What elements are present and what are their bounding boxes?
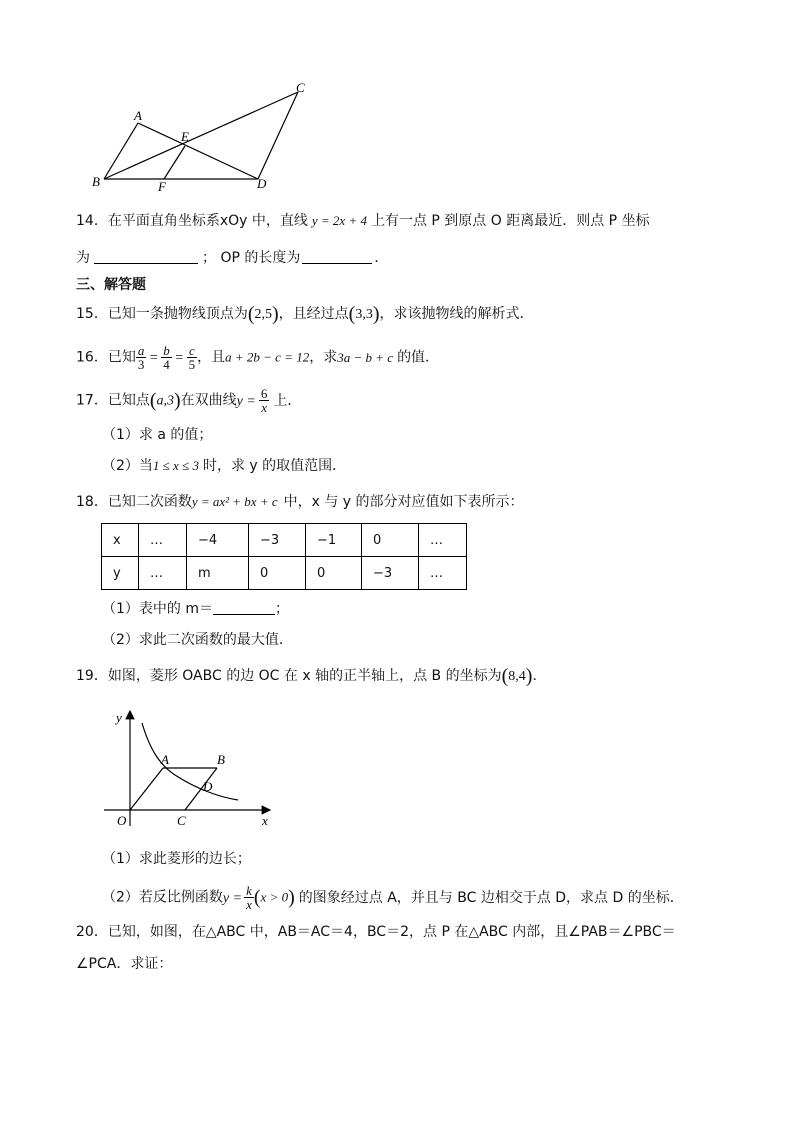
q14-text-1: 在平面直角坐标系xOy 中，直线	[107, 213, 308, 229]
q17-fraction: $\frac{6}{x}$	[260, 386, 268, 415]
q14-text-2: 上有一点 P 到原点 O 距离最近．则点 P 坐标	[370, 213, 650, 229]
question-16: 16．已知 $\frac{a}{3}$ = $\frac{b}{4}$ = $\frac{c}{5}$ ，且a + 2b − c = 12，求3a − b + c 的值．	[76, 343, 440, 372]
label-b: B	[92, 174, 100, 189]
q16-text-4: 的值．	[397, 349, 440, 366]
q15-text-3: ，求该抛物线的解析式．	[379, 306, 534, 322]
question-14-answer-line	[76, 248, 388, 268]
segment-oa	[130, 768, 163, 810]
q17-text-2: 在双曲线	[180, 392, 237, 409]
question-14	[76, 211, 650, 231]
table-cell: −4	[187, 524, 249, 557]
label-a: A	[134, 108, 142, 123]
q15-point-1: 2,5	[254, 307, 272, 322]
question-20	[76, 922, 676, 942]
q16-fraction-a: $\frac{a}{3}$	[137, 343, 145, 372]
q20-number: 20．	[76, 924, 108, 940]
table-cell: …	[139, 557, 187, 590]
q16-text-3: ，求	[309, 349, 338, 366]
q16-number: 16．	[76, 349, 108, 366]
q16-equation-1: a + 2b − c = 12	[225, 349, 310, 365]
q14-text-3: 为	[76, 250, 90, 266]
q15-number: 15．	[76, 306, 108, 322]
q17-range: 1 ≤ x ≤ 3	[152, 458, 199, 473]
question-15: 15．已知一条抛物线顶点为(2,5)，且经过点(3,3)，求该抛物线的解析式．	[76, 303, 534, 325]
axis-label-y: y	[116, 710, 122, 725]
q20-text-1: 已知，如图，在△ABC 中，AB＝AC＝4，BC＝2，点 P 在△ABC 内部，且∠PAB＝∠PBC＝	[107, 924, 676, 940]
q17-sub-2: （2）当1 ≤ x ≤ 3 时，求 y 的取值范围．	[102, 458, 347, 474]
section-title: 三、解答题	[76, 277, 146, 293]
q19-sub-2: （2）若反比例函数y = $\frac{k}{x}$ (x > 0) 的图象经过点 A，并且与 BC 边相交于点 D，求点 D 的坐标．	[102, 883, 684, 912]
table-cell: 0	[362, 524, 419, 557]
value-table	[101, 523, 467, 590]
table-cell: …	[419, 524, 467, 557]
q17-y: y =	[236, 393, 256, 409]
q16-fraction-b: $\frac{b}{4}$	[163, 343, 170, 372]
q19-number: 19．	[76, 668, 108, 684]
q14-text-5: ．	[374, 250, 389, 266]
q19-text-1: 如图，菱形 OABC 的边 OC 在 x 轴的正半轴上，点 B 的坐标为	[107, 668, 502, 684]
question-17: 17．已知点(a,3)在双曲线y = $\frac{6}{x}$ 上．	[76, 386, 302, 415]
label-o: O	[117, 813, 127, 828]
table-cell: y	[102, 557, 139, 590]
table-cell: …	[139, 524, 187, 557]
question-20-line-2: ∠PCA．求证：	[76, 956, 173, 972]
q18-text-1: 已知二次函数	[107, 494, 192, 510]
q19-text-2: ．	[532, 668, 547, 684]
q17-text-3: 上．	[273, 392, 302, 409]
q16-text-1: 已知	[107, 349, 136, 366]
segment-dc	[258, 92, 298, 179]
q17-text-1: 已知点	[107, 392, 150, 409]
segment-ab	[104, 123, 138, 179]
q16-text-2: ，且	[197, 349, 226, 366]
table-row	[102, 557, 467, 590]
axis-label-x: x	[262, 813, 268, 828]
q19-condition: x > 0	[260, 889, 289, 905]
label-d: D	[203, 779, 213, 794]
q18-equation: y = ax² + bx + c	[191, 494, 278, 509]
q19-point: 8,4	[508, 669, 526, 684]
label-f: F	[158, 179, 166, 194]
table-cell: …	[419, 557, 467, 590]
q17-point: a,3	[156, 393, 174, 409]
q17-sub-1: （1）求 a 的值；	[102, 427, 213, 443]
figure-q13	[86, 78, 316, 196]
label-e: E	[181, 129, 189, 144]
label-c: C	[296, 80, 305, 95]
q19-fraction: $\frac{k}{x}$	[246, 883, 252, 912]
q16-equation-2: 3a − b + c	[337, 349, 394, 365]
figure-q19	[100, 705, 280, 831]
q14-blank-point[interactable]	[94, 249, 198, 264]
q18-sub-1: （1）表中的 m＝ ；	[102, 601, 289, 617]
table-cell: 0	[306, 557, 362, 590]
q14-number: 14．	[76, 213, 108, 229]
q18-sub-2: （2）求此二次函数的最大值．	[102, 632, 293, 648]
q16-fraction-c: $\frac{c}{5}$	[188, 343, 196, 372]
q17-number: 17．	[76, 392, 108, 409]
label-c: C	[177, 813, 186, 828]
question-19: 19．如图，菱形 OABC 的边 OC 在 x 轴的正半轴上，点 B 的坐标为(8,4)．	[76, 665, 547, 687]
q18-blank-m[interactable]	[213, 600, 275, 615]
table-cell: x	[102, 524, 139, 557]
table-cell: −3	[249, 524, 306, 557]
segment-bc	[104, 92, 298, 179]
q18-number: 18．	[76, 494, 108, 510]
table-cell: −3	[362, 557, 419, 590]
q14-blank-length[interactable]	[302, 249, 372, 264]
table-row	[102, 524, 467, 557]
q18-text-2: 中，x 与 y 的部分对应值如下表所示：	[283, 494, 524, 510]
table-cell: 0	[249, 557, 306, 590]
q14-text-4: ； OP 的长度为	[202, 250, 301, 266]
q19-sub-1: （1）求此菱形的边长；	[102, 851, 251, 867]
label-b: B	[217, 752, 225, 767]
table-cell: −1	[306, 524, 362, 557]
question-18	[76, 492, 524, 512]
label-d: D	[257, 176, 267, 191]
q14-equation: y = 2x + 4	[311, 213, 367, 228]
label-a: A	[161, 752, 169, 767]
q15-point-2: 3,3	[355, 307, 373, 322]
q15-text-2: ，且经过点	[278, 306, 349, 322]
segment-ad	[138, 123, 258, 179]
q15-text-1: 已知一条抛物线顶点为	[107, 306, 248, 322]
table-cell: m	[187, 557, 249, 590]
